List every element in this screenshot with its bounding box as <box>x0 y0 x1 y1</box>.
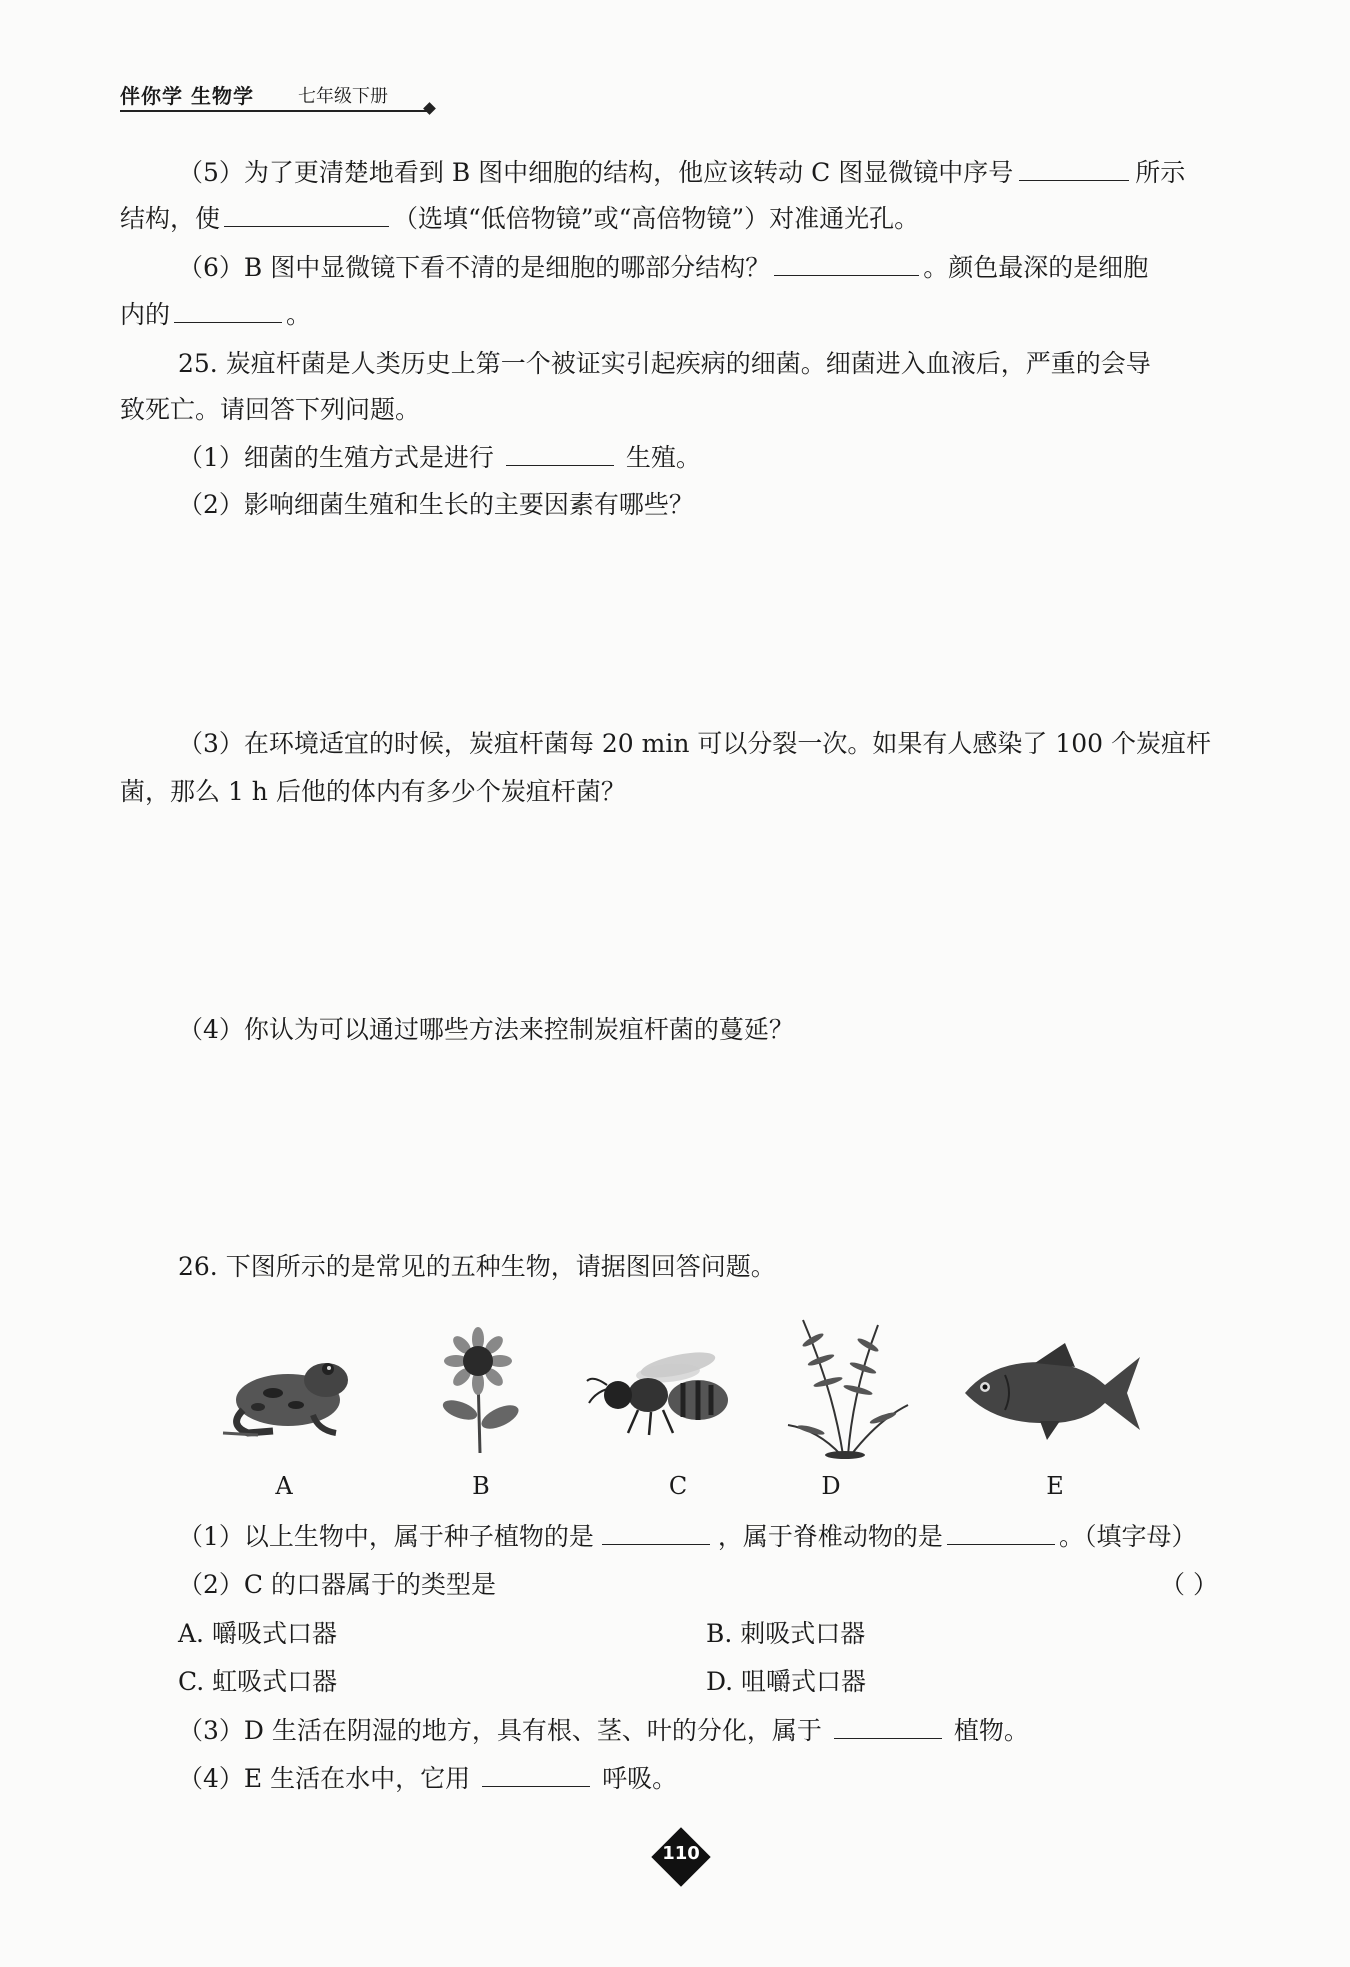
q25-part4: （4）你认为可以通过哪些方法来控制炭疽杆菌的蔓延？ <box>178 1015 794 1044</box>
q24-part5-line2: 结构，使 （选填“低倍物镜”或“高倍物镜”）对准通光孔。 <box>120 204 920 233</box>
q26-part2: （2）C 的口器属于的类型是 <box>178 1570 496 1599</box>
q24-part6-line2: 内的 。 <box>120 300 312 329</box>
organism-label-d: D <box>821 1472 841 1500</box>
answer-blank[interactable] <box>1019 158 1129 181</box>
answer-blank[interactable] <box>224 204 389 227</box>
answer-blank[interactable] <box>482 1764 590 1787</box>
q25-intro-line1: 25. 炭疽杆菌是人类历史上第一个被证实引起疾病的细菌。细菌进入血液后，严重的会导 <box>178 349 1151 378</box>
organism-label-b: B <box>472 1472 490 1500</box>
answer-blank[interactable] <box>506 443 614 466</box>
organism-label-e: E <box>1046 1472 1064 1500</box>
q26-part4: （4）E 生活在水中，它用 呼吸。 <box>178 1764 678 1793</box>
header-brand: 伴你学 生物学 <box>120 84 254 108</box>
q26-part1: （1）以上生物中，属于种子植物的是 ，属于脊椎动物的是 。（填字母） <box>178 1522 1197 1551</box>
q24-part5-line1: （5）为了更清楚地看到 B 图中细胞的结构，他应该转动 C 图显微镜中序号 所示 <box>178 158 1186 187</box>
q25-part3-line1: （3）在环境适宜的时候，炭疽杆菌每 20 min 可以分裂一次。如果有人感染了 100 个炭疽杆 <box>178 729 1211 758</box>
answer-blank[interactable] <box>602 1522 710 1545</box>
q25-part2: （2）影响细菌生殖和生长的主要因素有哪些？ <box>178 490 694 519</box>
fish-icon <box>955 1335 1145 1445</box>
option-b[interactable]: B. 刺吸式口器 <box>706 1619 866 1648</box>
q25-intro-line2: 致死亡。请回答下列问题。 <box>120 395 421 424</box>
sunflower-icon <box>428 1325 528 1455</box>
q26-part3: （3）D 生活在阴湿的地方，具有根、茎、叶的分化，属于 植物。 <box>178 1716 1029 1745</box>
organism-label-c: C <box>668 1472 688 1500</box>
frog-icon <box>218 1345 358 1440</box>
header-diamond-icon <box>423 102 436 115</box>
q25-part1: （1）细菌的生殖方式是进行 生殖。 <box>178 443 701 472</box>
page-number-badge <box>652 1828 710 1886</box>
option-c[interactable]: C. 虹吸式口器 <box>178 1667 338 1696</box>
q26-part2-bracket[interactable]: （ ） <box>1160 1570 1218 1599</box>
header-rule <box>120 110 430 112</box>
answer-blank[interactable] <box>174 300 282 323</box>
page-number: 110 <box>662 1843 700 1864</box>
answer-blank[interactable] <box>947 1522 1055 1545</box>
option-a[interactable]: A. 嚼吸式口器 <box>178 1619 337 1648</box>
bee-icon <box>583 1345 733 1440</box>
option-d[interactable]: D. 咀嚼式口器 <box>706 1667 867 1696</box>
q26-intro: 26. 下图所示的是常见的五种生物，请据图回答问题。 <box>178 1252 776 1281</box>
fern-icon <box>783 1310 913 1460</box>
answer-blank[interactable] <box>774 253 919 276</box>
header-subtitle: 七年级下册 <box>298 86 388 107</box>
answer-blank[interactable] <box>834 1716 942 1739</box>
q25-part3-line2: 菌，那么 1 h 后他的体内有多少个炭疽杆菌？ <box>120 777 626 806</box>
organism-label-a: A <box>275 1472 293 1500</box>
q24-part6-line1: （6）B 图中显微镜下看不清的是细胞的哪部分结构？ 。颜色最深的是细胞 <box>178 253 1149 282</box>
